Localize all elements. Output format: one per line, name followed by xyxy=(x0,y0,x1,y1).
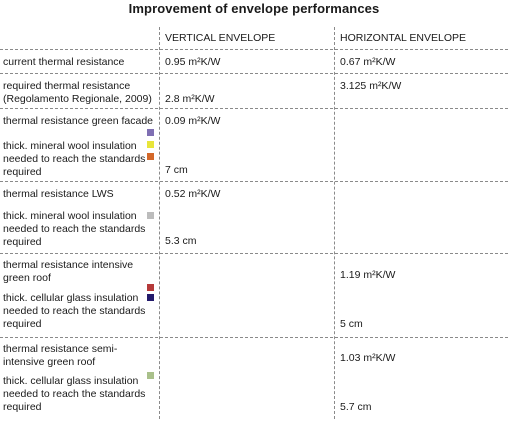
required-vertical-value: 2.8 m²K/W xyxy=(165,93,215,105)
row-divider xyxy=(0,253,508,254)
legend-swatch xyxy=(147,129,154,136)
lws-vertical-value: 0.52 m²K/W xyxy=(165,188,221,200)
intensive-roof-insulation-thickness: 5 cm xyxy=(340,318,363,330)
intensive-roof-insulation-label: thick. cellular glass insulation needed to reach the standards required xyxy=(3,292,146,330)
green-facade-vertical-value: 0.09 m²K/W xyxy=(165,115,221,127)
row-divider xyxy=(0,181,508,182)
legend-swatch xyxy=(147,294,154,301)
row-divider xyxy=(0,337,508,338)
row-label-current-thermal-resistance: current thermal resistance xyxy=(3,56,125,68)
row-divider xyxy=(0,73,508,74)
page-title: Improvement of envelope performances xyxy=(128,1,380,16)
column-divider-vertical xyxy=(159,27,160,419)
semi-intensive-roof-insulation-thickness: 5.7 cm xyxy=(340,401,372,413)
row-divider xyxy=(0,49,508,50)
current-horizontal-value: 0.67 m²K/W xyxy=(340,56,396,68)
green-facade-insulation-thickness: 7 cm xyxy=(165,164,188,176)
row-divider xyxy=(0,108,508,109)
row-label-regulation-source: (Regolamento Regionale, 2009) xyxy=(3,93,152,105)
legend-swatch xyxy=(147,372,154,379)
intensive-roof-horizontal-value: 1.19 m²K/W xyxy=(340,269,396,281)
legend-swatch xyxy=(147,284,154,291)
row-label-semi-intensive-green-roof: thermal resistance semi-intensive green roof xyxy=(3,343,118,368)
required-horizontal-value: 3.125 m²K/W xyxy=(340,80,402,92)
semi-intensive-roof-insulation-label: thick. cellular glass insulation needed to reach the standards required xyxy=(3,375,146,413)
row-label-required-thermal-resistance: required thermal resistance xyxy=(3,80,131,92)
legend-swatch xyxy=(147,141,154,148)
row-label-lws: thermal resistance LWS xyxy=(3,188,114,200)
vertical-envelope-header: VERTICAL ENVELOPE xyxy=(165,32,276,44)
legend-swatch xyxy=(147,212,154,219)
column-divider-horizontal xyxy=(334,27,335,419)
row-label-green-facade: thermal resistance green facade xyxy=(3,115,153,127)
lws-insulation-thickness: 5.3 cm xyxy=(165,235,197,247)
row-label-intensive-green-roof: thermal resistance intensive green roof xyxy=(3,259,134,284)
green-facade-insulation-label: thick. mineral wool insulation needed to reach the standards required xyxy=(3,140,146,178)
horizontal-envelope-header: HORIZONTAL ENVELOPE xyxy=(340,32,467,44)
semi-intensive-roof-horizontal-value: 1.03 m²K/W xyxy=(340,352,396,364)
lws-insulation-label: thick. mineral wool insulation needed to reach the standards required xyxy=(3,210,146,248)
legend-swatch xyxy=(147,153,154,160)
current-vertical-value: 0.95 m²K/W xyxy=(165,56,221,68)
